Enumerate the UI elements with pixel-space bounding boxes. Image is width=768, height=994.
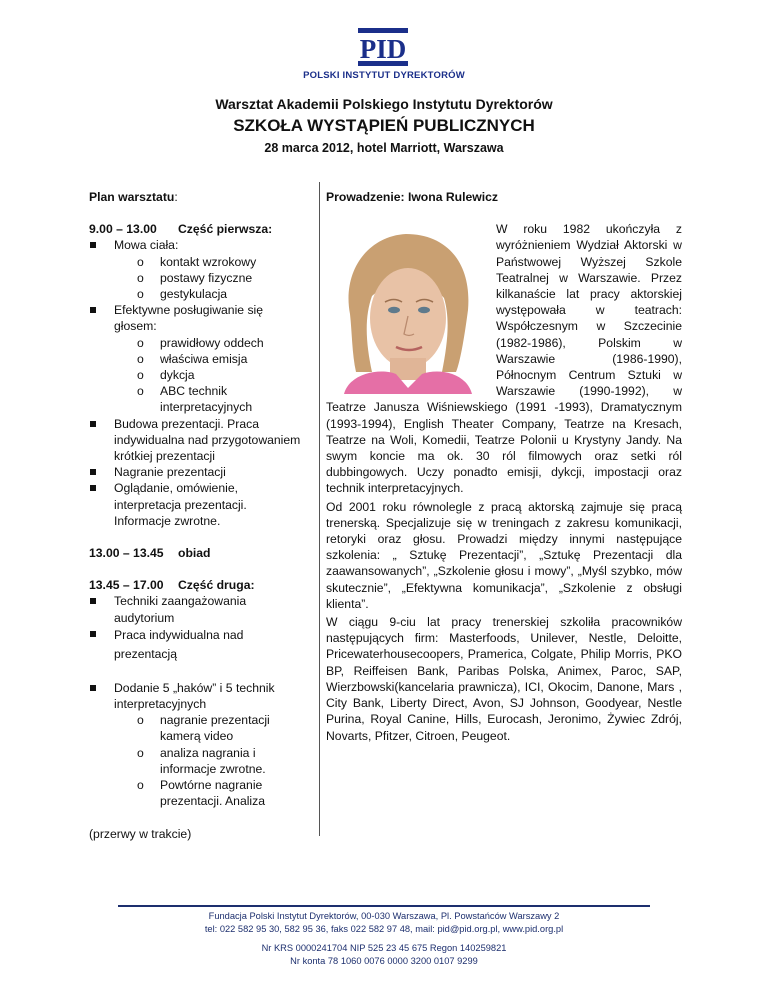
sub-item: o prawidłowy oddech (89, 335, 304, 351)
host-column (326, 189, 682, 746)
sub-item: o analiza nagrania i informacje zwrotne. (89, 745, 304, 777)
list-item: Efektywne posługiwanie się głosem: (89, 302, 304, 334)
sub-item: o nagranie prezentacji kamerą video (89, 712, 304, 744)
list-item: Mowa ciała: (89, 237, 304, 253)
header-subtitle: Warsztat Akademii Polskiego Instytutu Dyrektorów (215, 96, 553, 112)
section-1-heading: 9.00 – 13.00 Część pierwsza: (89, 222, 273, 237)
breaks-note: (przerwy w trakcie) (89, 826, 192, 841)
column-divider (319, 182, 320, 836)
sub-item: o ABC technik interpretacyjnych (89, 383, 304, 415)
footer-registry: Nr KRS 0000241704 NIP 525 23 45 675 Regon 140259821 (261, 943, 507, 953)
logo (300, 28, 468, 84)
host-bio-paragraph-1: W roku 1982 ukończyła z wyróżnieniem Wydział Aktorski w Państwowej Wyższej Szkole Teatralnej w Warszawie. Przez kilkanaście lat pracy aktorskiej występowała w teatrach: Współczesnym w Szczecinie (1982-1986), Polskim w Warszawie (1986-1990), Północnym Centrum Sztuki w Warszawie (1990-1992), w Teatrze Janusza Wiśniewskiego (1991 -1993), Dramatycznym (1993-1994), English Theater Company, Teatrze na Kresach, Teatrze na Woli, Komedii, Teatrze Polonii u Krystyny Jandy. Na swym koncie ma ok. 30 ról filmowych oraz setki ról dubbingowych. Uczy ponadto emisji, dykcji, impostacji oraz technik interpretacyjnych. (326, 222, 682, 496)
list-item: Budowa prezentacji. Praca indywidualna nad przygotowaniem krótkiej prezentacji (89, 416, 304, 465)
footer-bank-account: Nr konta 78 1060 0076 0000 3200 0107 9299 (290, 956, 478, 966)
plan-title: Plan warsztatu: (89, 190, 178, 204)
host-bio-paragraph-2: Od 2001 roku równolegle z pracą aktorską zajmuje się pracą trenerską. Specjalizuje się w treningach z zakresu komunikacji, retoryki oraz głosu. Prowadzi między innymi następujące szkolenia: „ Sztukę Prezentacji”, „Sztukę Prezentacji dla zaawansowanych”, „Szkolenie głosu i mowy”, „Myśl szybko, mów skutecznie”, „Efektywna komunikacja”, „Szkolenie z obsługi klienta”. (326, 499, 682, 611)
lunch-heading: 13.00 – 13.45 obiad (89, 546, 211, 561)
sub-item: o kontakt wzrokowy (89, 254, 304, 270)
sub-item: o postawy fizyczne (89, 270, 304, 286)
page-title: SZKOŁA WYSTĄPIEŃ PUBLICZNYCH (233, 116, 535, 135)
plan-column (89, 189, 304, 842)
footer-contact: tel: 022 582 95 30, 582 95 36, faks 022 582 97 48, mail: pid@pid.org.pl, www.pid.org.pl (204, 924, 564, 934)
footer-address: Fundacja Polski Instytut Dyrektorów, 00-030 Warszawa, Pl. Powstańców Warszawy 2 (208, 911, 560, 921)
list-item: Techniki zaangażowania audytorium (89, 593, 304, 625)
logo-name: POLSKI INSTYTUT DYREKTORÓW (303, 70, 465, 81)
sub-item: o gestykulacja (89, 286, 304, 302)
sub-item: o właściwa emisja (89, 351, 304, 367)
list-item: Oglądanie, omówienie, interpretacja prezentacji. Informacje zwrotne. (89, 480, 304, 529)
list-item: Dodanie 5 „haków” i 5 technik interpretacyjnych (89, 680, 304, 712)
list-item: Nagranie prezentacji (89, 464, 304, 480)
sub-item: o dykcja (89, 367, 304, 383)
host-bio-paragraph-3: W ciągu 9-ciu lat pracy trenerskiej szkoliła pracowników następujących firm: Masterfoods, Unilever, Nestle, Deloitte, Pricewaterhousecoopers, Pramerica, Colgate, Philip Morris, PKO BP, Reiffeisen Bank, Paribas Polska, Animex, Paroc, SAP, Wierzbowski(kancelaria prawnicza), ICI, Okocim, Danone, Mars , City Bank, Liberty Direct, Avon, SJ Johnson, Goodyear, Nestle Purina, Royal Canine, Hills, Eurocash, Jeronimo, Żywiec Zdrój, Novarts, Pfitzer, Citroen, Peugeot. (326, 615, 682, 743)
event-date: 28 marca 2012, hotel Marriott, Warszawa (264, 141, 504, 155)
list-item: Praca indywidualna nad prezentacją (89, 626, 304, 664)
footer-rule (118, 905, 650, 907)
logo-mark-text: PID (359, 34, 407, 64)
section-2-heading: 13.45 – 17.00 Część druga: (89, 578, 255, 593)
pid-logo-icon (358, 28, 408, 66)
host-title: Prowadzenie: Iwona Rulewicz (326, 190, 499, 204)
sub-item: o Powtórne nagranie prezentacji. Analiza (89, 777, 304, 809)
